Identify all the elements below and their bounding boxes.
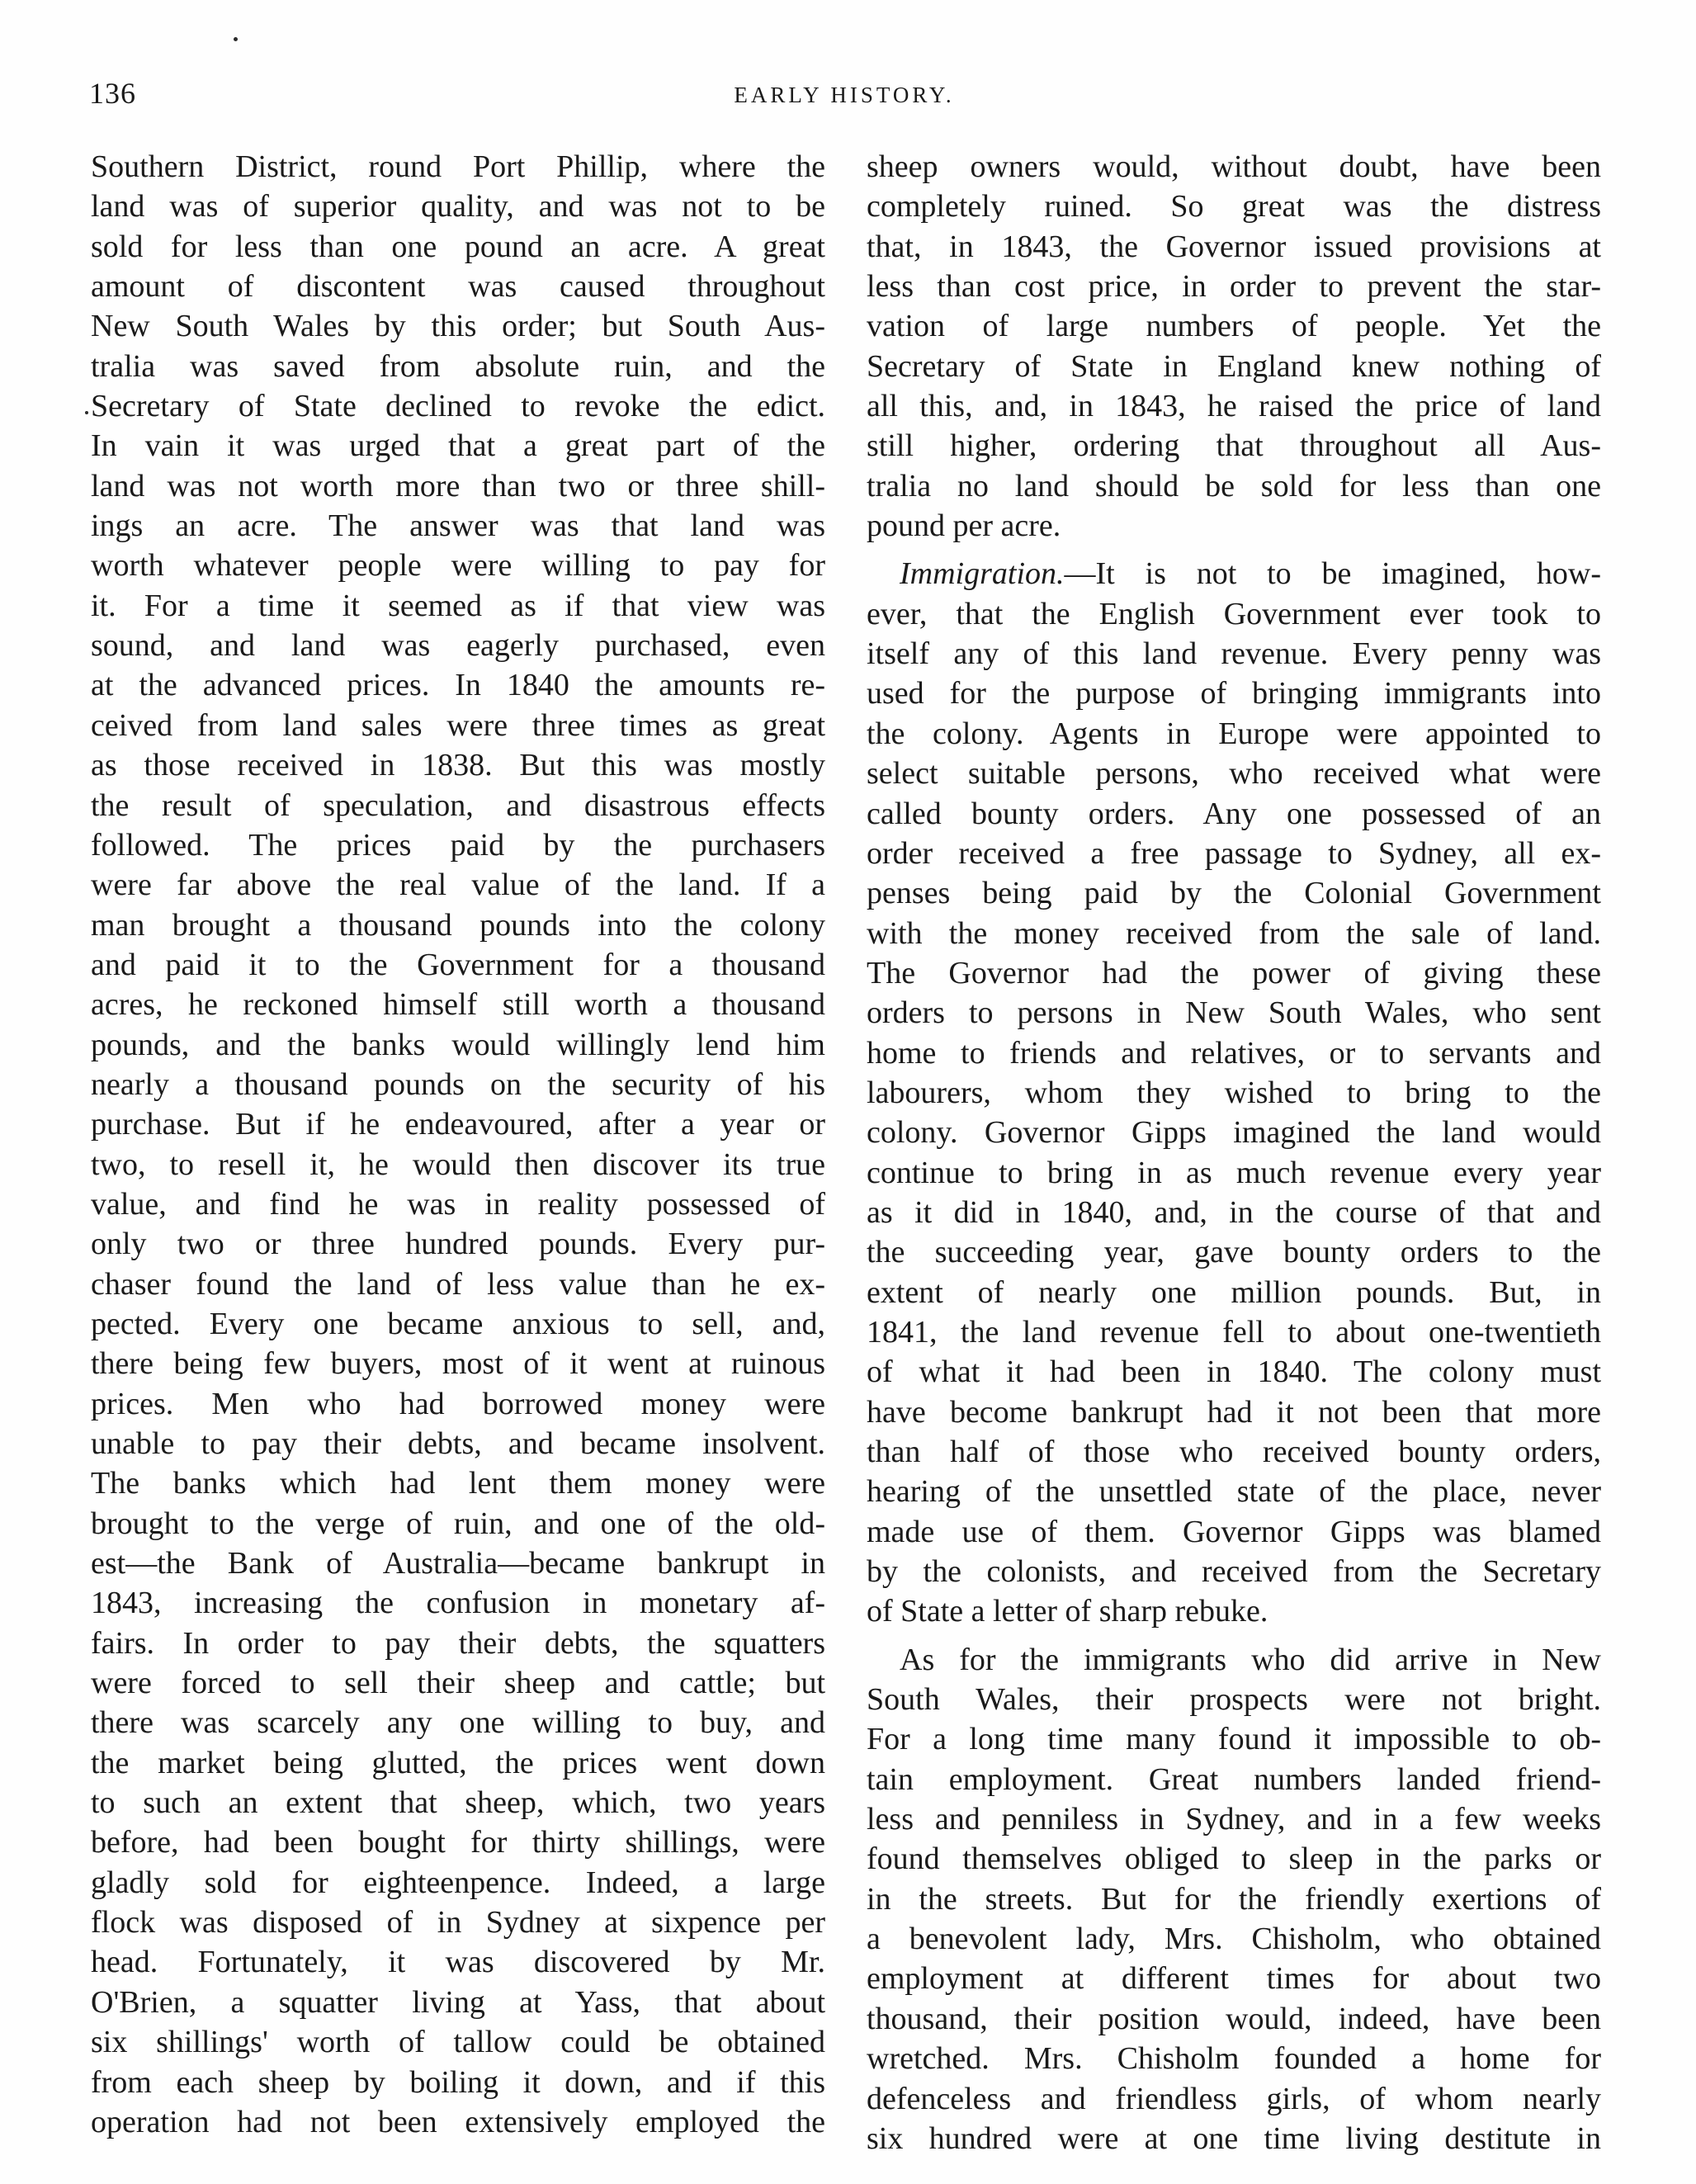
text-line: colony. Governor Gipps imagined the land would — [867, 1115, 1601, 1151]
text-line: pected. Every one became anxious to sell, and, — [91, 1306, 825, 1341]
text-line: chaser found the land of less value than he ex- — [91, 1266, 825, 1302]
text-line: Secretary of State in England knew nothing of — [867, 348, 1601, 384]
text-line: select suitable persons, who received what were — [867, 756, 1601, 792]
text-line: prices. Men who had borrowed money were — [91, 1386, 825, 1421]
text-line: were forced to sell their sheep and cattle; but — [91, 1666, 825, 1701]
text-line: were far above the real value of the land. If a — [91, 867, 825, 903]
text-line: itself any of this land revenue. Every penny was — [867, 636, 1601, 672]
text-line: orders to persons in New South Wales, who sent — [867, 995, 1601, 1031]
text-line: it. For a time it seemed as if that view was — [91, 588, 825, 623]
text-line: operation had not been extensively employed the — [91, 2104, 825, 2139]
text-line: gladly sold for eighteenpence. Indeed, a large — [91, 1865, 825, 1900]
text-line: and paid it to the Government for a thousand — [91, 947, 825, 982]
text-line: home to friends and relatives, or to servants and — [867, 1035, 1601, 1071]
text-line-content: —It is not to be imagined, how- — [1064, 556, 1601, 592]
text-line: vation of large numbers of people. Yet the — [867, 309, 1601, 344]
text-line: acres, he reckoned himself still worth a thousand — [91, 987, 825, 1023]
text-line: value, and find he was in reality possessed of — [91, 1186, 825, 1222]
text-line: As for the immigrants who did arrive in New — [900, 1642, 1601, 1677]
text-line: two, to resell it, he would then discover its true — [91, 1146, 825, 1182]
text-line: New South Wales by this order; but South Aus- — [91, 309, 825, 344]
text-line: land was of superior quality, and was not to be — [91, 189, 825, 225]
text-line: have become bankrupt had it not been that more — [867, 1394, 1601, 1430]
text-line: less and penniless in Sydney, and in a few weeks — [867, 1802, 1601, 1837]
text-line: Southern District, round Port Phillip, where the — [91, 149, 825, 184]
text-line: called bounty orders. Any one possessed of an — [867, 796, 1601, 831]
text-line: still higher, ordering that throughout all Aus- — [867, 428, 1601, 464]
text-line: as those received in 1838. But this was mostly — [91, 748, 825, 783]
text-line: six shillings' worth of tallow could be obtained — [91, 2025, 825, 2060]
text-line: ings an acre. The answer was that land was — [91, 508, 825, 544]
text-line: made use of them. Governor Gipps was blamed — [867, 1514, 1601, 1549]
text-line: continue to bring in as much revenue every year — [867, 1155, 1601, 1190]
running-head: EARLY HISTORY. — [734, 83, 955, 107]
page-header — [89, 76, 1599, 116]
text-line: tain employment. Great numbers landed friend- — [867, 1761, 1601, 1797]
text-line: 1841, the land revenue fell to about one-twentieth — [867, 1314, 1601, 1350]
text-line: with the money received from the sale of land. — [867, 915, 1601, 951]
text-line: only two or three hundred pounds. Every pur- — [91, 1227, 825, 1262]
text-line: amount of discontent was caused throughout — [91, 269, 825, 305]
text-line: extent of nearly one million pounds. But, in — [867, 1274, 1601, 1310]
text-line: to such an extent that sheep, which, two years — [91, 1785, 825, 1821]
text-line: a benevolent lady, Mrs. Chisholm, who obtained — [867, 1922, 1601, 1957]
text-line: than half of those who received bounty orders, — [867, 1435, 1601, 1469]
text-line: purchase. But if he endeavoured, after a year or — [91, 1107, 825, 1142]
print-speck — [85, 411, 88, 414]
text-line: hearing of the unsettled state of the place, never — [867, 1474, 1601, 1510]
left-column — [91, 147, 825, 2142]
text-line: Secretary of State declined to revoke the edict. — [91, 389, 825, 424]
text-line: followed. The prices paid by the purchasers — [91, 827, 825, 863]
text-line: before, had been bought for thirty shillings, were — [91, 1825, 825, 1860]
section-heading: Immigration. — [900, 556, 1065, 592]
text-line: all this, and, in 1843, he raised the price of land — [867, 389, 1601, 424]
text-line: defenceless and friendless girls, of whom nearly — [867, 2081, 1601, 2116]
text-line: as it did in 1840, and, in the course of that and — [867, 1194, 1601, 1230]
page-number: 136 — [89, 77, 136, 110]
text-line: The Governor had the power of giving these — [867, 955, 1601, 990]
text-line: The banks which had lent them money were — [91, 1466, 825, 1501]
text-line: nearly a thousand pounds on the security of his — [91, 1066, 825, 1102]
text-line: sold for less than one pound an acre. A great — [91, 229, 825, 264]
text-line: the colony. Agents in Europe were appointed to — [867, 716, 1601, 751]
text-line: found themselves obliged to sleep in the parks or — [867, 1841, 1601, 1877]
text-line: the result of speculation, and disastrous effects — [91, 787, 825, 823]
text-line: at the advanced prices. In 1840 the amounts re- — [91, 668, 825, 703]
text-line: in the streets. But for the friendly exertions of — [867, 1881, 1601, 1917]
text-line: the market being glutted, the prices went down — [91, 1745, 825, 1780]
text-line: head. Fortunately, it was discovered by Mr. — [91, 1945, 825, 1980]
text-line: of State a letter of sharp rebuke. — [867, 1594, 1268, 1629]
text-line: flock was disposed of in Sydney at sixpence per — [91, 1905, 825, 1941]
print-speck — [234, 37, 238, 41]
text-line: six hundred were at one time living destitute in — [867, 2120, 1601, 2156]
text-line: thousand, their position would, indeed, have been — [867, 2001, 1601, 2036]
text-line: the succeeding year, gave bounty orders to the — [867, 1235, 1601, 1270]
text-line: employment at different times for about two — [867, 1961, 1601, 1997]
text-line: O'Brien, a squatter living at Yass, that about — [91, 1984, 825, 2020]
text-line: South Wales, their prospects were not bright. — [867, 1682, 1601, 1718]
right-column — [867, 147, 1601, 2158]
text-line — [867, 554, 1601, 593]
text-line: brought to the verge of ruin, and one of the old- — [91, 1506, 825, 1541]
text-line: unable to pay their debts, and became insolvent. — [91, 1426, 825, 1461]
text-line: order received a free passage to Sydney, all ex- — [867, 835, 1601, 871]
text-line: by the colonists, and received from the Secretary — [867, 1554, 1601, 1590]
text-line: wretched. Mrs. Chisholm founded a home for — [867, 2041, 1601, 2077]
text-line: fairs. In order to pay their debts, the squatters — [91, 1625, 825, 1661]
text-line: less than cost price, in order to prevent the star- — [867, 269, 1601, 305]
text-line: there was scarcely any one willing to buy, and — [91, 1705, 825, 1741]
text-line: For a long time many found it impossible to ob- — [867, 1722, 1601, 1757]
text-line: tralia was saved from absolute ruin, and the — [91, 348, 825, 384]
text-line: land was not worth more than two or three shill- — [91, 468, 825, 503]
text-line: man brought a thousand pounds into the colony — [91, 907, 825, 943]
text-line: completely ruined. So great was the distress — [867, 189, 1601, 225]
text-line: tralia no land should be sold for less than one — [867, 468, 1601, 503]
text-line: ever, that the English Government ever took to — [867, 596, 1601, 631]
text-line: that, in 1843, the Governor issued provisions at — [867, 229, 1601, 264]
text-line: est—the Bank of Australia—became bankrupt in — [91, 1546, 825, 1581]
text-line: pounds, and the banks would willingly lend him — [91, 1027, 825, 1062]
text-line: from each sheep by boiling it down, and if this — [91, 2064, 825, 2100]
text-line: penses being paid by the Colonial Government — [867, 876, 1601, 911]
text-line: there being few buyers, most of it went at ruinous — [91, 1346, 825, 1382]
text-line: In vain it was urged that a great part of the — [91, 428, 825, 464]
text-line: pound per acre. — [867, 508, 1061, 544]
text-line: sheep owners would, without doubt, have been — [867, 149, 1601, 184]
text-line: sound, and land was eagerly purchased, even — [91, 628, 825, 664]
text-line: labourers, whom they wished to bring to the — [867, 1075, 1601, 1110]
text-line: used for the purpose of bringing immigrants into — [867, 676, 1601, 711]
text-line: ceived from land sales were three times as great — [91, 707, 825, 743]
text-line: worth whatever people were willing to pay for — [91, 548, 825, 584]
text-line: of what it had been in 1840. The colony must — [867, 1354, 1601, 1390]
text-line: 1843, increasing the confusion in monetary af- — [91, 1586, 825, 1621]
